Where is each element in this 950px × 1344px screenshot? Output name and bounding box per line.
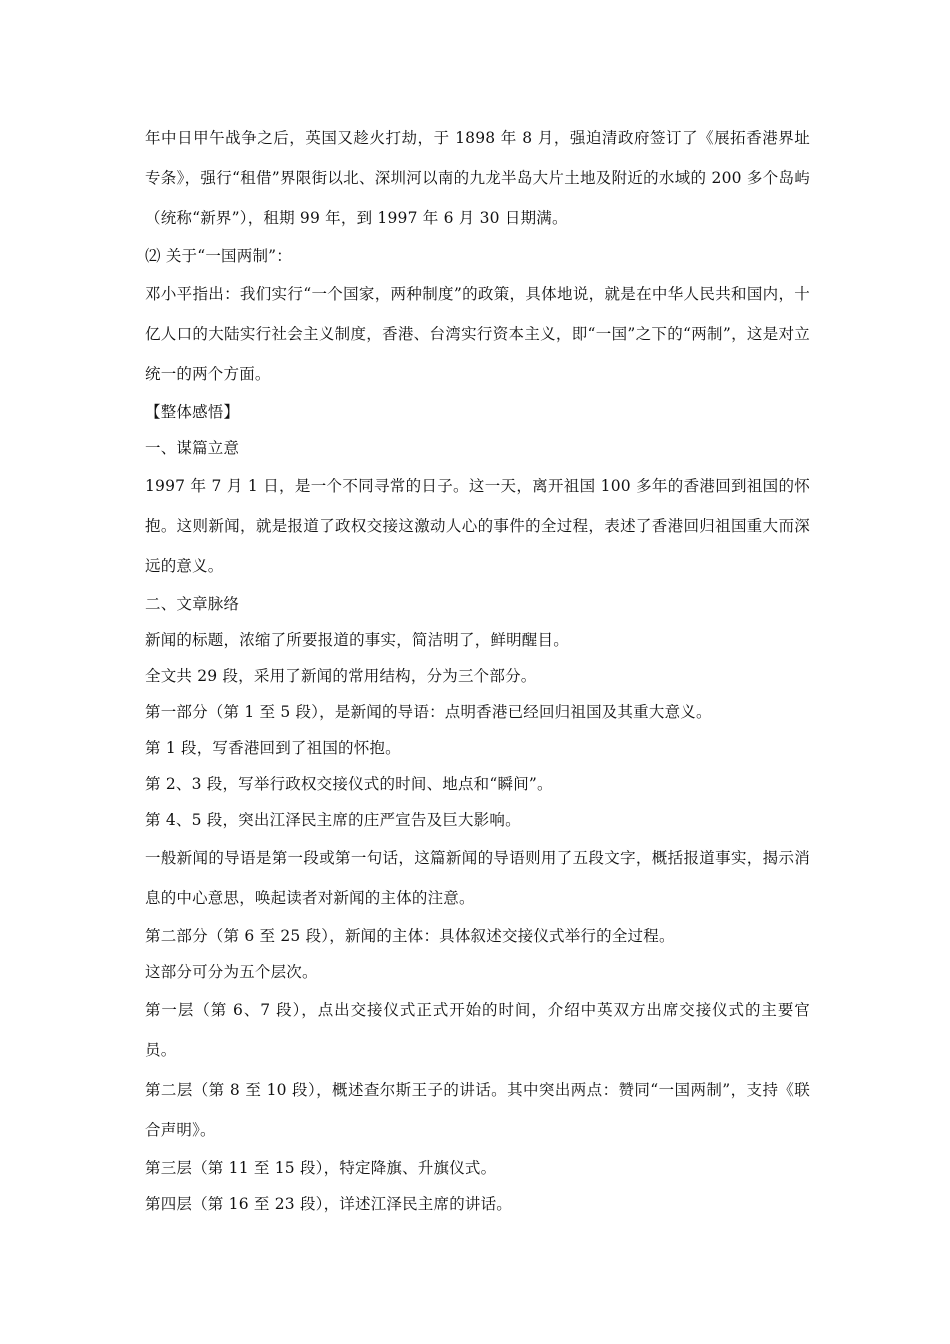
paragraph-level-one: 第一层（第 6、7 段），点出交接仪式正式开始的时间，介绍中英双方出席交接仪式的主要官员。 — [145, 1001, 810, 1059]
paragraph-section-2-3: 第 2、3 段，写举行政权交接仪式的时间、地点和“瞬间”。 — [145, 775, 553, 793]
paragraph-level-four: 第四层（第 16 至 23 段），详述江泽民主席的讲话。 — [145, 1195, 513, 1213]
paragraph-history-new-territories: 年中日甲午战争之后，英国又趁火打劫，于 1898 年 8 月，强迫清政府签订了《展拓香港界址专条》，强行“租借”界限街以北、深圳河以南的九龙半岛大片土地及附近的水域的 200 多个岛屿（统称“新界”），租期 99 年，到 1997 年 6 月 30 日期满。 — [145, 129, 810, 227]
paragraph-part-one: 第一部分（第 1 至 5 段），是新闻的导语：点明香港已经回归祖国及其重大意义。 — [145, 703, 712, 721]
paragraph-total-sections: 全文共 29 段，采用了新闻的常用结构，分为三个部分。 — [145, 667, 537, 685]
paragraph-five-levels: 这部分可分为五个层次。 — [145, 963, 318, 981]
paragraph-july-first-1997: 1997 年 7 月 1 日，是一个不同寻常的日子。这一天，离开祖国 100 多年的香港回到祖国的怀抱。这则新闻，就是报道了政权交接这激动人心的事件的全过程，表述了香港回归祖国重大而深远的意义。 — [145, 477, 810, 575]
paragraph-lead-explanation: 一般新闻的导语是第一段或第一句话，这篇新闻的导语则用了五段文字，概括报道事实，揭示消息的中心意思，唤起读者对新闻的主体的注意。 — [145, 849, 810, 907]
paragraph-section-4-5: 第 4、5 段，突出江泽民主席的庄严宣告及巨大影响。 — [145, 811, 521, 829]
subheading-article-outline: 二、文章脉络 — [145, 595, 240, 613]
paragraph-headline-note: 新闻的标题，浓缩了所要报道的事实，简洁明了，鲜明醒目。 — [145, 631, 569, 649]
paragraph-part-two: 第二部分（第 6 至 25 段），新闻的主体：具体叙述交接仪式举行的全过程。 — [145, 927, 675, 945]
paragraph-deng-xiaoping-quote: 邓小平指出：我们实行“一个国家，两种制度”的政策，具体地说，就是在中华人民共和国内，十亿人口的大陆实行社会主义制度，香港、台湾实行资本主义，即“一国”之下的“两制”，这是对立统一的两个方面。 — [145, 285, 810, 383]
paragraph-level-three: 第三层（第 11 至 15 段），特定降旗、升旗仪式。 — [145, 1159, 497, 1177]
paragraph-level-two: 第二层（第 8 至 10 段），概述查尔斯王子的讲话。其中突出两点：赞同“一国两制”，支持《联合声明》。 — [145, 1081, 810, 1139]
paragraph-section-1: 第 1 段，写香港回到了祖国的怀抱。 — [145, 739, 401, 757]
paragraph-heading-one-country-two-systems: ⑵ 关于“一国两制”： — [145, 247, 292, 265]
section-heading-overall-perception: 【整体感悟】 — [145, 403, 240, 421]
document-body — [145, 118, 810, 1222]
subheading-structure-intent: 一、谋篇立意 — [145, 439, 240, 457]
